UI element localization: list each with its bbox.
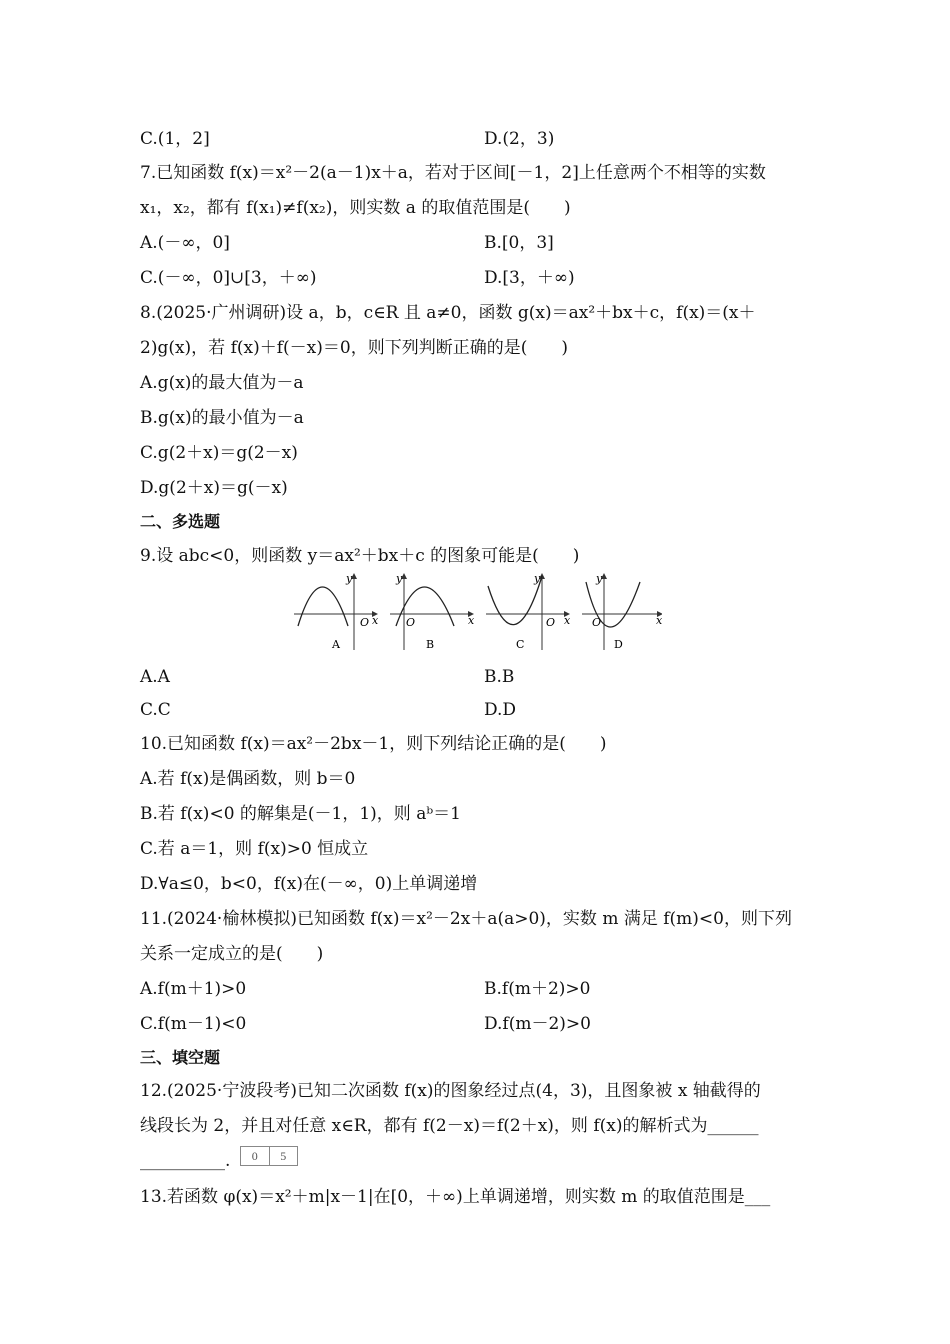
graph-a-y-label: y [346, 572, 353, 585]
graph-c [486, 572, 571, 651]
section-3: 三、填空题 [140, 1048, 221, 1067]
q9-opt-a: A.A [140, 667, 170, 687]
q7-opt-b: B.[0，3] [484, 233, 554, 253]
q11-opt-a: A.f(m＋1)>0 [140, 979, 247, 999]
q6-opt-c: C.(1，2] [140, 129, 210, 149]
q11-opt-b: B.f(m＋2)>0 [484, 979, 591, 999]
q8-stem-2: 2)g(x)，若 f(x)＋f(－x)＝0，则下列判断正确的是( ) [140, 338, 568, 358]
q7-opt-c: C.(－∞，0]∪[3，＋∞) [140, 268, 317, 288]
graph-c-x-label: x [564, 614, 571, 627]
score-box-left: 0 [251, 1149, 258, 1163]
graph-d-y-label: y [596, 572, 603, 585]
q9-graphs-figure [292, 568, 662, 658]
graph-d-caption: D [614, 638, 623, 651]
graph-c-origin: O [546, 616, 556, 629]
q8-opt-c: C.g(2＋x)＝g(2－x) [140, 443, 298, 463]
q10-stem: 10.已知函数 f(x)＝ax²－2bx－1，则下列结论正确的是( ) [140, 734, 607, 754]
graph-a-x-label: x [372, 614, 379, 627]
graph-c-caption: C [516, 638, 525, 651]
q12-stem-2: 线段长为 2，并且对任意 x∈R，都有 f(2－x)＝f(2＋x)，则 f(x)的解析式为______ [140, 1116, 759, 1136]
graph-b-x-label: x [468, 614, 475, 627]
q7-opt-d: D.[3，＋∞) [484, 268, 575, 288]
q8-stem-1: 8.(2025·广州调研)设 a，b，c∈R 且 a≠0，函数 g(x)＝ax²＋bx＋c，f(x)＝(x＋ [140, 303, 756, 323]
q12-stem-1: 12.(2025·宁波段考)已知二次函数 f(x)的图象经过点(4，3)，且图象被 x 轴截得的 [140, 1081, 761, 1101]
graph-b [390, 572, 475, 651]
q8-opt-d: D.g(2＋x)＝g(－x) [140, 478, 288, 498]
q8-opt-a: A.g(x)的最大值为－a [140, 373, 304, 393]
graph-a [294, 572, 379, 651]
q10-opt-b: B.若 f(x)<0 的解集是(－1，1)，则 aᵇ＝1 [140, 804, 461, 824]
q9-stem: 9.设 abc<0，则函数 y＝ax²＋bx＋c 的图象可能是( ) [140, 546, 580, 566]
score-box-right: 5 [269, 1147, 298, 1165]
q6-opt-d: D.(2，3) [484, 129, 555, 149]
graph-d [582, 572, 662, 651]
q11-opt-d: D.f(m－2)>0 [484, 1014, 591, 1034]
graph-c-y-label: y [534, 572, 541, 585]
q10-opt-a: A.若 f(x)是偶函数，则 b＝0 [140, 769, 356, 789]
q11-stem-2: 关系一定成立的是( ) [140, 944, 324, 964]
graph-b-caption: B [426, 638, 435, 651]
q11-stem-1: 11.(2024·榆林模拟)已知函数 f(x)＝x²－2x＋a(a>0)，实数 m 满足 f(m)<0，则下列 [140, 909, 792, 929]
q13-stem: 13.若函数 φ(x)＝x²＋m|x－1|在[0，＋∞)上单调递增，则实数 m 的取值范围是___ [140, 1187, 771, 1207]
q7-stem-2: x₁，x₂，都有 f(x₁)≠f(x₂)，则实数 a 的取值范围是( ) [140, 198, 571, 218]
graph-a-caption: A [332, 638, 340, 651]
q8-opt-b: B.g(x)的最小值为－a [140, 408, 304, 428]
section-2: 二、多选题 [140, 512, 221, 531]
graph-b-origin: O [406, 616, 416, 629]
graph-a-origin: O [360, 616, 370, 629]
q11-opt-c: C.f(m－1)<0 [140, 1014, 247, 1034]
q9-opt-c: C.C [140, 700, 171, 720]
q10-opt-c: C.若 a＝1，则 f(x)>0 恒成立 [140, 839, 369, 859]
graph-b-y-label: y [396, 572, 403, 585]
q12-blank: __________. [140, 1151, 231, 1171]
q10-opt-d: D.∀a≤0，b<0，f(x)在(－∞，0)上单调递增 [140, 874, 478, 894]
q9-opt-b: B.B [484, 667, 515, 687]
score-box [240, 1146, 298, 1166]
q7-stem-1: 7.已知函数 f(x)＝x²－2(a－1)x＋a，若对于区间[－1，2]上任意两个不相等的实数 [140, 163, 766, 183]
graph-d-x-label: x [656, 614, 662, 627]
graph-d-origin: O [592, 616, 602, 629]
q9-opt-d: D.D [484, 700, 517, 720]
q7-opt-a: A.(－∞，0] [140, 233, 230, 253]
